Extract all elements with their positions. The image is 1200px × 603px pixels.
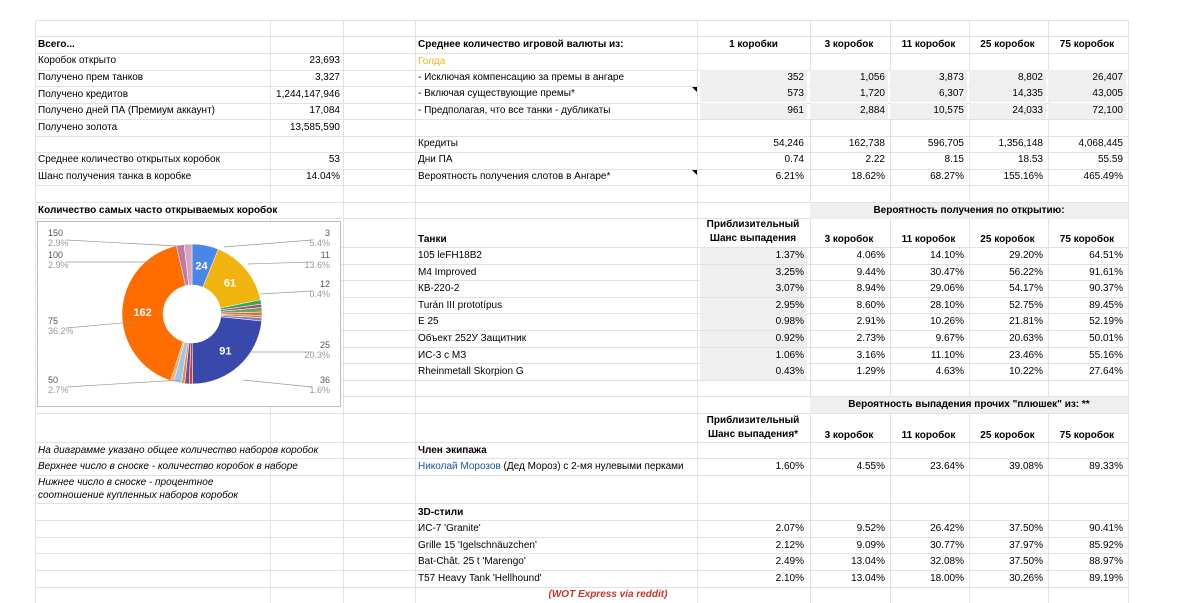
crew-value: 4.55% <box>856 461 885 472</box>
callout-count: 25 <box>319 340 330 350</box>
style-value: 9.52% <box>856 523 885 534</box>
currency-row-value: 43,005 <box>1048 86 1126 102</box>
tank-name: ИС-3 с МЗ <box>418 349 467 361</box>
currency-row-value: 2,884 <box>810 103 888 119</box>
tank-name: Объект 252У Защитник <box>418 333 527 344</box>
misc-col-header: 3 коробок <box>824 430 874 441</box>
tank-value: 64.51% <box>1089 250 1123 261</box>
tank-value: 4.63% <box>935 366 964 378</box>
tank-value: 11.10% <box>930 349 964 361</box>
avg-boxes-label: Среднее количество открытых коробок <box>38 154 220 165</box>
left-row-label: Получено золота <box>38 122 118 134</box>
tank-col-header: 25 коробок <box>980 234 1035 245</box>
currency-row-value: 596,705 <box>927 138 964 149</box>
tank-value: 1.37% <box>700 248 807 264</box>
callout-leader-line <box>248 262 312 264</box>
tank-value: 10.26% <box>930 316 964 328</box>
currency-title: Среднее количество игровой валюты из: <box>418 39 624 50</box>
style-name: Bat-Chât. 25 t 'Marengo' <box>418 556 526 567</box>
note-1: На диаграмме указано общее количество наборов коробок <box>38 445 319 456</box>
tank-value: 0.43% <box>700 364 807 380</box>
tank-value: 0.98% <box>700 314 807 330</box>
currency-row-label: Дни ПА <box>418 154 453 165</box>
donut-chart-frame <box>37 221 341 407</box>
style-value: 90.41% <box>1089 523 1123 534</box>
tank-value: 23.46% <box>1009 349 1043 361</box>
callout-percent: 5.4% <box>309 238 330 248</box>
currency-row-value: 155.16% <box>1003 171 1043 182</box>
tank-value: 91.61% <box>1089 266 1123 278</box>
footer-credit: (WOT Express via reddit) <box>548 589 668 600</box>
currency-col-header: 11 коробок <box>901 39 956 50</box>
note-4: соотношение купленных наборов коробок <box>38 490 239 501</box>
tank-value: 2.73% <box>856 333 885 344</box>
currency-row-value: 2.22 <box>865 154 885 165</box>
styles-label: 3D-стили <box>418 507 464 518</box>
callout-count: 12 <box>319 279 330 289</box>
currency-row-value: 24,033 <box>969 103 1046 119</box>
note-3: Нижнее число в сноске - процентное <box>38 477 214 488</box>
tank-value: 29.06% <box>930 283 964 295</box>
tank-name: Turán III prototípus <box>418 299 503 311</box>
currency-row-value: 573 <box>700 86 807 102</box>
currency-row-value: 3,873 <box>890 70 967 86</box>
style-value: 30.26% <box>1009 572 1043 584</box>
tank-value: 56.22% <box>1009 266 1043 278</box>
callout-count: 50 <box>48 375 59 385</box>
currency-row-value: 1,720 <box>810 86 888 102</box>
currency-row-value: 1,356,148 <box>998 138 1043 149</box>
crew-label: Член экипажа <box>418 445 487 456</box>
currency-row-value: 10,575 <box>890 103 967 119</box>
callout-percent: 2.7% <box>48 385 69 395</box>
style-value: 30.77% <box>930 539 964 551</box>
crew-value: 89.33% <box>1089 461 1123 472</box>
currency-row-label: - Предполагая, что все танки - дубликаты <box>418 105 611 116</box>
style-value: 88.97% <box>1089 556 1123 567</box>
currency-col-header: 3 коробок <box>824 39 874 50</box>
callout-count: 150 <box>48 228 64 238</box>
crew-value: 23.64% <box>930 461 964 472</box>
misc-col-header: 75 коробок <box>1059 430 1115 441</box>
callout-leader-line <box>260 291 312 294</box>
tank-value: 0.92% <box>700 331 807 347</box>
tank-value: 4.06% <box>856 250 885 261</box>
misc-col-header: 25 коробок <box>980 430 1035 441</box>
pie-inner-label: 91 <box>219 345 232 358</box>
style-value: 37.97% <box>1009 539 1043 551</box>
left-row-label: Коробок открыто <box>38 55 117 66</box>
currency-row-value: 8.15 <box>944 154 964 165</box>
tank-approx-2: Шанс выпадения <box>709 233 797 244</box>
tank-value: 1.06% <box>700 348 807 364</box>
style-value: 9.09% <box>856 539 885 551</box>
currency-row-value: 14,335 <box>969 86 1046 102</box>
tank-value: 90.37% <box>1089 283 1123 295</box>
style-value: 13.04% <box>851 556 885 567</box>
misc-approx-2: Шанс выпадения* <box>707 429 799 440</box>
tank-value: 3.25% <box>700 265 807 281</box>
callout-leader-line <box>66 240 178 246</box>
tank-value: 9.44% <box>856 266 885 278</box>
currency-row-value: 68.27% <box>930 171 964 182</box>
callout-percent: 2.9% <box>48 238 69 248</box>
callout-count: 36 <box>319 375 330 385</box>
left-row-label: Получено прем танков <box>38 71 144 83</box>
tank-value: 54.17% <box>1009 283 1043 295</box>
currency-row-value: 0.74 <box>784 154 804 165</box>
tank-value: 2.91% <box>856 316 885 328</box>
tank-name: 105 leFH18B2 <box>418 250 482 261</box>
note-2: Верхнее число в сноске - количество коробок в наборе <box>38 461 298 472</box>
crew-value: 39.08% <box>1009 461 1043 472</box>
tank-value: 20.63% <box>1009 333 1043 344</box>
tank-value: 50.01% <box>1089 333 1123 344</box>
currency-col-header: 25 коробок <box>980 39 1035 50</box>
tank-value: 27.64% <box>1089 366 1123 378</box>
style-name: Grille 15 'Igelschnäuzchen' <box>418 539 537 551</box>
misc-col-header: 11 коробок <box>901 430 956 441</box>
style-value: 26.42% <box>930 523 964 534</box>
callout-percent: 20.3% <box>304 350 330 360</box>
style-value: 32.08% <box>930 556 964 567</box>
crew-link[interactable]: Николай Морозов <box>418 461 501 472</box>
currency-row-value: 1,056 <box>810 70 888 86</box>
currency-row-value: 465.49% <box>1083 171 1123 182</box>
left-row-label: Получено кредитов <box>38 88 129 100</box>
tank-value: 55.16% <box>1089 349 1123 361</box>
tank-value: 3.07% <box>700 281 807 297</box>
avg-boxes-value: 53 <box>328 154 340 165</box>
chart-title: Количество самых часто открываемых коробок <box>38 205 278 216</box>
style-value: 13.04% <box>851 572 885 584</box>
currency-row-value: 55.59 <box>1097 154 1123 165</box>
tank-value: 29.20% <box>1009 250 1043 261</box>
style-value: 2.10% <box>775 572 804 584</box>
style-name: ИС-7 'Granite' <box>418 523 481 534</box>
tank-col-header: 11 коробок <box>901 234 956 245</box>
callout-count: 75 <box>48 316 59 326</box>
tank-name: E 25 <box>418 316 439 328</box>
tank-value: 10.22% <box>1009 366 1043 378</box>
currency-row-value: 8,802 <box>969 70 1046 86</box>
style-value: 85.92% <box>1089 539 1123 551</box>
tank-col-header: 3 коробок <box>824 234 874 245</box>
callout-leader-line <box>243 380 312 387</box>
pie-inner-label: 162 <box>133 306 152 319</box>
callout-percent: 1.6% <box>309 385 330 395</box>
comment-marker-icon <box>692 170 697 175</box>
gold-label: Голда <box>418 56 446 67</box>
tank-chance-value: 14.04% <box>306 171 340 182</box>
style-value: 37.50% <box>1009 523 1043 534</box>
pie-inner-label: 24 <box>195 260 208 273</box>
callout-percent: 2.9% <box>48 260 69 270</box>
currency-col-header: 75 коробок <box>1059 39 1115 50</box>
tank-value: 89.45% <box>1089 299 1123 311</box>
tank-name: Rheinmetall Skorpion G <box>418 366 524 378</box>
currency-row-value: 18.53 <box>1017 154 1043 165</box>
tank-value: 21.81% <box>1009 316 1043 328</box>
crew-rest: (Дед Мороз) с 2-мя нулевыми перками <box>500 461 684 472</box>
callout-percent: 13.6% <box>304 260 330 270</box>
tank-value: 52.75% <box>1009 299 1043 311</box>
tank-value: 14.10% <box>930 250 964 261</box>
left-row-label: Получено дней ПА (Премиум аккаунт) <box>38 105 215 117</box>
currency-row-value: 72,100 <box>1048 103 1126 119</box>
callout-count: 100 <box>48 250 64 260</box>
currency-row-value: 26,407 <box>1048 70 1126 86</box>
tank-value: 8.94% <box>856 283 885 295</box>
tank-value: 2.95% <box>700 298 807 314</box>
style-value: 37.50% <box>1009 556 1043 567</box>
tank-value: 52.19% <box>1089 316 1123 328</box>
style-value: 2.49% <box>775 556 804 567</box>
tank-value: 1.29% <box>856 366 885 378</box>
currency-row-value: 352 <box>700 70 807 86</box>
style-name: T57 Heavy Tank 'Hellhound' <box>418 572 542 584</box>
style-value: 2.07% <box>775 523 804 534</box>
tank-prob-title: Вероятность получения по открытию: <box>810 203 1128 219</box>
misc-approx-1: Приблизительный <box>706 415 800 426</box>
misc-prob-title: Вероятность выпадения прочих "плюшек" из: ** <box>810 397 1128 413</box>
currency-row-value: 18.62% <box>851 171 885 182</box>
crew-row <box>418 459 704 475</box>
tank-chance-label: Шанс получения танка в коробке <box>38 171 192 182</box>
currency-row-label: - Включая существующие премы* <box>418 88 575 99</box>
left-row-value: 23,693 <box>309 55 340 66</box>
crew-value: 1.60% <box>775 461 804 472</box>
tank-name: M4 Improved <box>418 266 477 278</box>
tank-value: 28.10% <box>930 299 964 311</box>
style-value: 18.00% <box>930 572 964 584</box>
currency-row-label: - Исключая компенсацию за премы в ангаре <box>418 72 625 83</box>
currency-row-value: 6.21% <box>775 171 804 182</box>
tanks-label: Танки <box>418 234 447 245</box>
currency-row-value: 4,068,445 <box>1078 138 1123 149</box>
tank-value: 9.67% <box>935 333 964 344</box>
currency-row-value: 6,307 <box>890 86 967 102</box>
left-row-value: 1,244,147,946 <box>276 88 340 100</box>
callout-count: 3 <box>324 228 330 238</box>
currency-row-value: 961 <box>700 103 807 119</box>
total-header: Всего... <box>38 39 75 50</box>
callout-leader-line <box>66 380 180 387</box>
callout-count: 11 <box>320 250 330 260</box>
style-value: 89.19% <box>1089 572 1123 584</box>
currency-row-label: Вероятность получения слотов в Ангаре* <box>418 171 611 182</box>
pie-inner-label: 61 <box>223 277 237 290</box>
currency-row-value: 54,246 <box>773 138 804 149</box>
donut-chart <box>38 222 340 406</box>
left-row-value: 13,585,590 <box>289 122 340 134</box>
callout-percent: 0.4% <box>309 289 330 299</box>
tank-value: 8.60% <box>856 299 885 311</box>
tank-col-header: 75 коробок <box>1059 234 1115 245</box>
callout-leader-line <box>224 240 312 247</box>
pie-slice-75[interactable] <box>122 246 186 381</box>
comment-marker-icon <box>692 87 697 92</box>
currency-col-header: 1 коробки <box>729 39 778 50</box>
left-row-value: 17,084 <box>309 105 340 117</box>
callout-percent: 36.2% <box>48 326 74 336</box>
tank-name: КВ-220-2 <box>418 283 460 295</box>
left-row-value: 3,327 <box>314 71 340 83</box>
tank-approx-1: Приблизительный <box>706 219 800 230</box>
tank-value: 30.47% <box>930 266 964 278</box>
currency-row-label: Кредиты <box>418 138 458 149</box>
currency-row-value: 162,738 <box>848 138 885 149</box>
style-value: 2.12% <box>775 539 804 551</box>
tank-value: 3.16% <box>856 349 885 361</box>
